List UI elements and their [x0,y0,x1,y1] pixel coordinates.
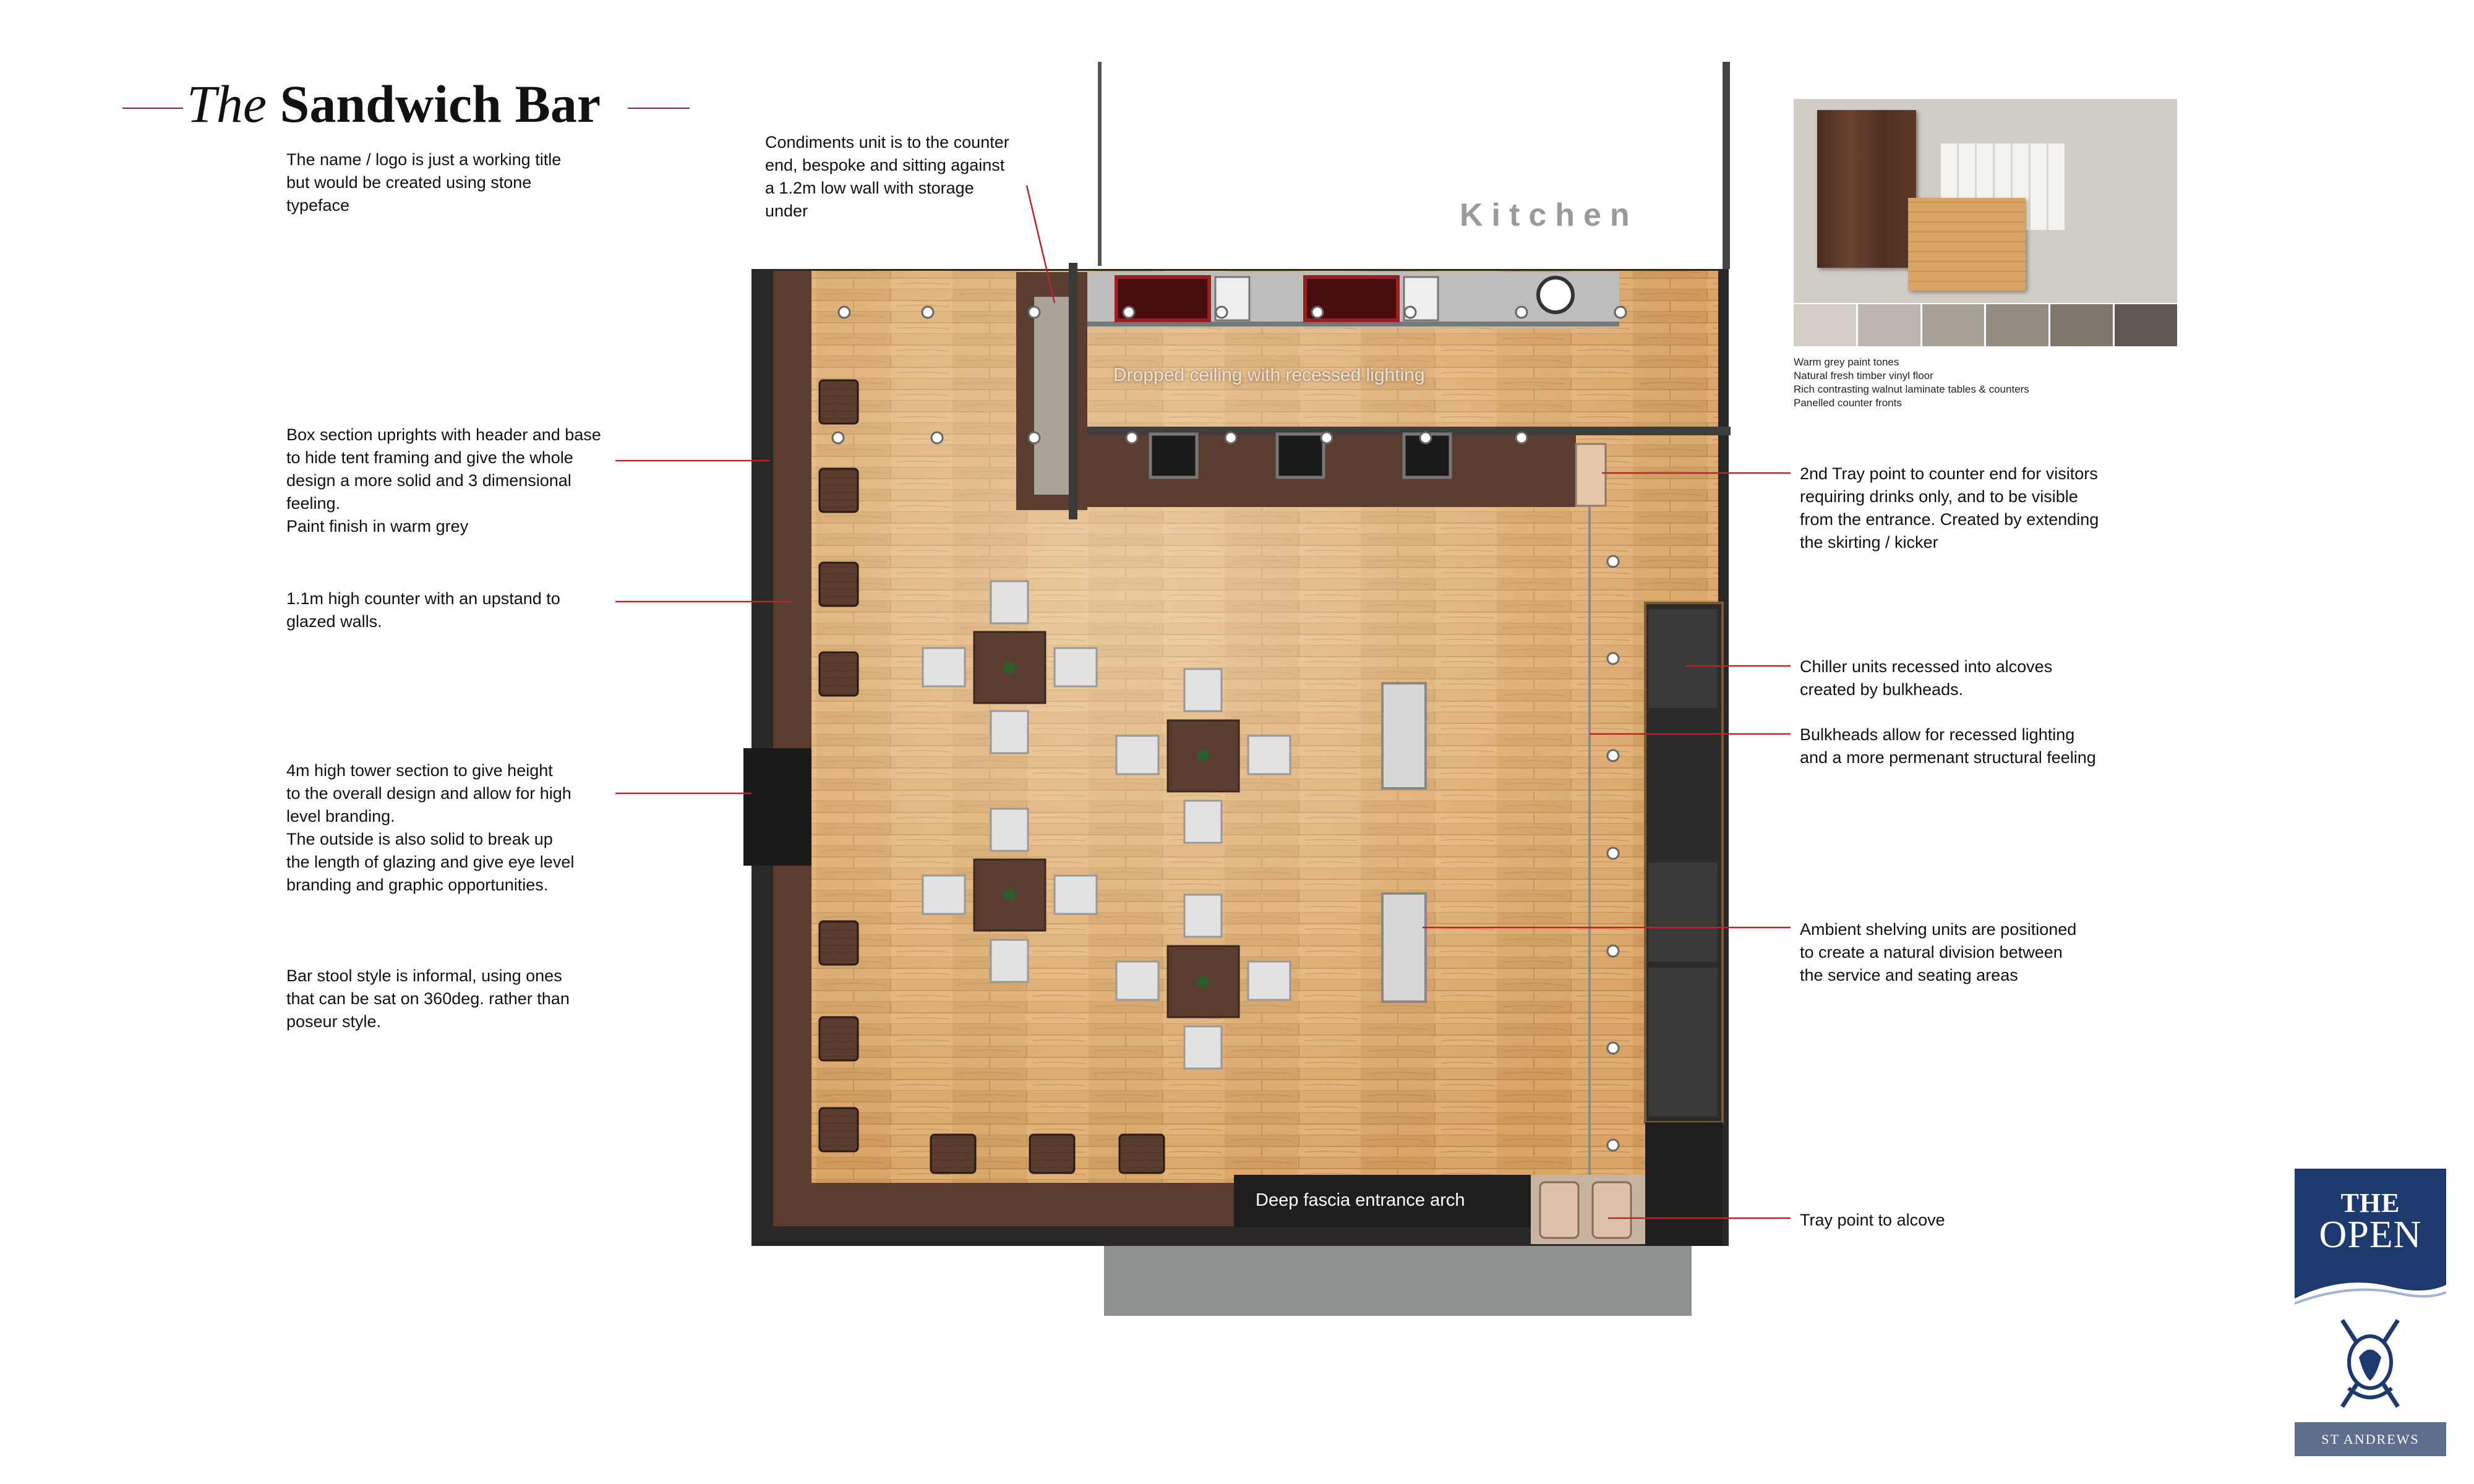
floor-light-glow [811,271,1718,1183]
back-counter-wall [1087,322,1619,326]
note-tray-point-2: 2nd Tray point to counter end for visitors requiring drinks only, and to be visible from the entrance. Created by extending the skirting / kicker [1800,464,2099,552]
condiments-glass [1034,297,1069,495]
tray-slot-1 [1540,1182,1578,1238]
materials-caption: Warm grey paint tones Natural fresh timber vinyl floor Rich contrasting walnut laminate tables & counters Panelled counter fronts [1794,356,2029,409]
swatch-3 [1922,304,1985,346]
shelving-unit-2 [1382,893,1426,1002]
paint-swatches [1794,304,2177,346]
note-chiller: Chiller units recessed into alcoves created by bulkheads. [1800,657,2053,699]
chiller-unit-2 [1648,863,1718,962]
tower-section [743,748,811,866]
note-tray-alcove: Tray point to alcove [1800,1211,1945,1229]
note-counter: 1.1m high counter with an upstand to glazed walls. [286,589,560,631]
entrance-paving [1104,1243,1692,1316]
title-prefix: The [187,74,267,134]
swatch-2 [1858,304,1920,346]
swatch-4 [1986,304,2048,346]
kitchen-label: Kitchen [1460,197,1638,233]
bar-stools-bottom [931,1135,1164,1173]
perimeter-counter-bottom [773,1183,1234,1226]
alcove-dark [1645,1122,1723,1246]
chiller-unit-3 [1648,968,1718,1116]
note-logo-name: The name / logo is just a working title but would be created using stone typeface [286,150,562,215]
logo-crest-icon [2333,1314,2407,1416]
kitchen-wall-left [1098,62,1102,266]
till-2 [1277,434,1324,477]
title-name: Sandwich Bar [280,74,601,134]
logo-wave [2295,1274,2446,1311]
ceiling-label: Dropped ceiling with recessed lighting [1113,365,1425,385]
timber-sample [1908,198,2026,291]
tray-point-counter [1576,444,1606,506]
swatch-1 [1794,304,1856,346]
note-box-section: Box section uprights with header and base to hide tent framing and give the whole design a more solid and 3 dimensional feeling. Paint finish in warm grey [286,425,601,535]
the-open-logo [2295,1169,2446,1456]
sink [1538,278,1573,312]
note-shelving: Ambient shelving units are positioned to create a natural division between the service and seating areas [1800,920,2077,984]
fascia-label: Deep fascia entrance arch [1256,1190,1465,1210]
walnut-sample [1817,110,1916,268]
low-wall [1069,263,1077,519]
materials-board [1794,99,2177,346]
chiller-unit-1 [1648,609,1718,708]
till-1 [1150,434,1197,477]
note-bar-stool: Bar stool style is informal, using ones that can be sat on 360deg. rather than poseur style. [286,966,570,1031]
logo-the: THE [2340,1188,2400,1218]
note-tower: 4m high tower section to give height to the overall design and allow for high level branding. The outside is also solid to break up the length of glazing and give eye level branding and graphic opportunities. [286,761,575,894]
logo-footer: ST ANDREWS [2321,1431,2420,1447]
kitchen-wall-right [1723,62,1730,269]
note-condiments: Condiments unit is to the counter end, bespoke and sitting against a 1.2m low wall with storage under [765,133,1009,220]
note-bulkhead: Bulkheads allow for recessed lighting and a more permenant structural feeling [1800,725,2096,767]
swatch-6 [2115,304,2177,346]
tray-slot-2 [1593,1182,1631,1238]
logo-open: OPEN [2319,1214,2422,1256]
shelving-unit-1 [1382,683,1426,788]
swatch-5 [2050,304,2113,346]
